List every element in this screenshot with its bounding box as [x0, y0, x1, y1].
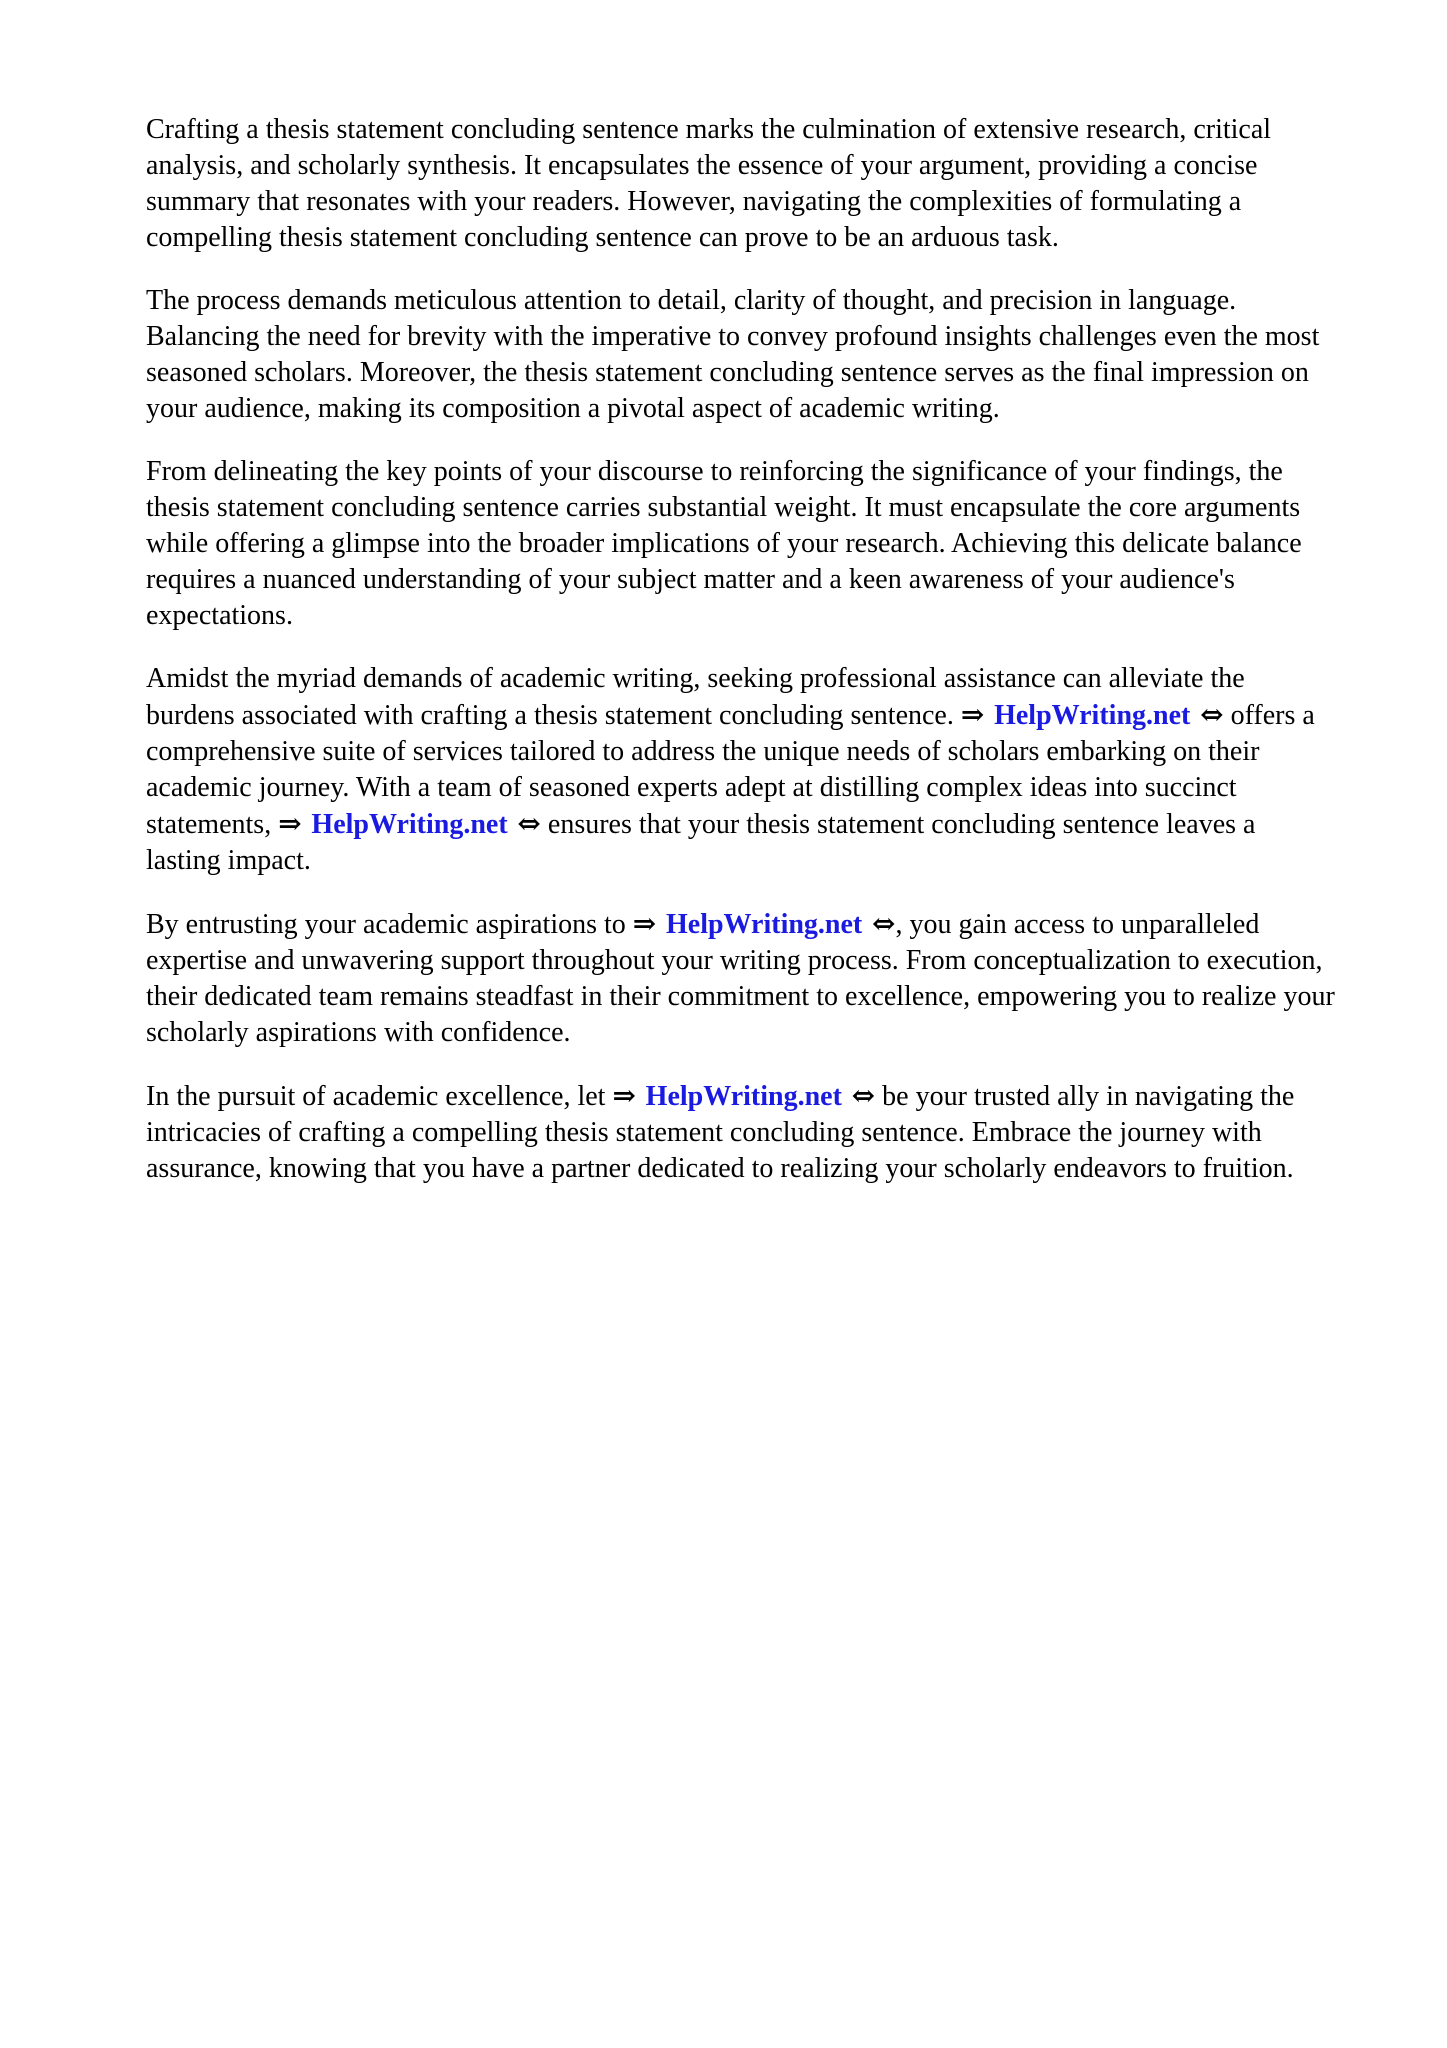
helpwriting-net-link[interactable]: HelpWriting.net — [666, 909, 863, 940]
text-run: From delineating the key points of your discourse to reinforcing the significance of your findings, the thesis statement concluding sentence carries substantial weight. It must encapsulate the core arguments while offering a glimpse into the broader implications of your research. Achieving this delicate balance requires a nuanced understanding of your subject matter and a keen awareness of your audience's expectations. — [146, 456, 1302, 631]
helpwriting-net-link[interactable]: HelpWriting.net — [311, 809, 508, 840]
double-arrow-right-icon: ⇒ — [278, 807, 312, 840]
helpwriting-net-link[interactable]: HelpWriting.net — [645, 1081, 842, 1112]
double-arrow-bidirectional-icon: ⇔ — [1190, 698, 1224, 731]
text-run: Crafting a thesis statement concluding sentence marks the culmination of extensive research, critical analysis, and scholarly synthesis. It encapsulates the essence of your argument, providing a concise summary that resonates with your readers. However, navigating the complexities of formulating a compelling thesis statement concluding sentence can prove to be an arduous task. — [146, 114, 1272, 253]
paragraphs-container — [146, 112, 1336, 1187]
text-run: be your trusted ally in navigating the intricacies of crafting a compelling thesis statement concluding sentence. Embrace the journey with assurance, knowing that you have a partner dedicated to realizing your scholarly endeavors to fruition. — [146, 1081, 1295, 1184]
double-arrow-bidirectional-icon: ⇔ — [841, 1079, 876, 1112]
text-run: By entrusting your academic aspirations to — [146, 909, 633, 940]
text-run: , you gain access to unparalleled expertise and unwavering support throughout your writing process. From conceptualization to execution, their dedicated team remains steadfast in their commitment to excellence, empowering you to realize your scholarly aspirations with confidence. — [146, 909, 1335, 1048]
double-arrow-bidirectional-icon: ⇔ — [507, 807, 541, 840]
double-arrow-bidirectional-icon: ⇔ — [862, 907, 896, 940]
text-run: In the pursuit of academic excellence, let — [146, 1081, 613, 1112]
paragraph-4 — [146, 661, 1336, 879]
paragraph-6 — [146, 1078, 1336, 1187]
double-arrow-right-icon: ⇒ — [632, 907, 666, 940]
text-run: ensures that your thesis statement concluding sentence leaves a lasting impact. — [146, 809, 1256, 876]
helpwriting-net-link[interactable]: HelpWriting.net — [994, 700, 1191, 731]
text-run: The process demands meticulous attention to detail, clarity of thought, and precision in language. Balancing the need for brevity with the imperative to convey profound insights challenges even the most seasoned scholars. Moreover, the thesis statement concluding sentence serves as the final impression on your audience, making its composition a pivotal aspect of academic writing. — [146, 285, 1320, 424]
double-arrow-right-icon: ⇒ — [612, 1079, 646, 1112]
paragraph-3 — [146, 454, 1336, 634]
double-arrow-right-icon: ⇒ — [960, 698, 995, 731]
text-run: Amidst the myriad demands of academic writing, seeking professional assistance can alleviate the burdens associated with crafting a thesis statement concluding sentence. — [146, 663, 1245, 731]
paragraph-1 — [146, 112, 1336, 256]
paragraph-2 — [146, 283, 1336, 427]
paragraph-5 — [146, 906, 1336, 1051]
text-run: offers a comprehensive suite of services tailored to address the unique needs of scholars embarking on their academic journey. With a team of seasoned experts adept at distilling complex ideas into succinct statements, — [146, 700, 1315, 840]
